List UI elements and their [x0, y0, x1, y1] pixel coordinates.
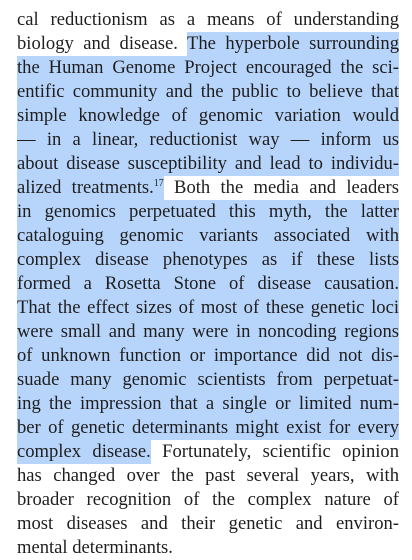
- highlighted-text-content: simple knowledge of genomic variation would: [17, 105, 399, 126]
- text-segment[interactable]: most diseases and their genetic and environ-: [17, 513, 399, 534]
- text-line[interactable]: [17, 296, 399, 320]
- highlighted-text[interactable]: [17, 176, 164, 200]
- text-line[interactable]: [17, 392, 399, 416]
- text-segment[interactable]: cal reductionism as a means of understanding: [17, 9, 399, 30]
- text-line[interactable]: [17, 536, 399, 560]
- text-line[interactable]: [17, 32, 399, 56]
- highlighted-text[interactable]: [17, 248, 399, 272]
- highlighted-text-content: in genomics perpetuated this myth, the latter: [17, 201, 399, 222]
- text-line[interactable]: [17, 344, 399, 368]
- text-line[interactable]: [17, 56, 399, 80]
- highlighted-text[interactable]: [17, 320, 399, 344]
- highlighted-text-content: The hyperbole surrounding: [187, 33, 399, 54]
- text-segment[interactable]: broader recognition of the complex nature of: [17, 489, 399, 510]
- highlighted-text-content: formed a Rosetta Stone of disease causation.: [17, 273, 399, 294]
- highlighted-text-content: entific community and the public to believe that: [17, 81, 399, 102]
- highlighted-text-content: about disease susceptibility and lead to individu-: [17, 153, 399, 174]
- next-line-clipped: [17, 528, 399, 538]
- text-line[interactable]: [17, 488, 399, 512]
- highlighted-text[interactable]: [17, 440, 151, 464]
- text-segment[interactable]: mental determinants.: [17, 537, 173, 558]
- highlighted-text[interactable]: [187, 32, 399, 56]
- footnote-reference[interactable]: 17: [153, 178, 164, 189]
- text-line[interactable]: [17, 8, 399, 32]
- text-segment[interactable]: has changed over the past several years, with: [17, 465, 399, 486]
- text-line[interactable]: [17, 104, 399, 128]
- highlighted-text[interactable]: [17, 296, 399, 320]
- text-line[interactable]: [17, 248, 399, 272]
- highlighted-text-content: alized treatments.: [17, 177, 154, 198]
- highlighted-text-content: That the effect sizes of most of these genetic loci: [17, 297, 399, 318]
- highlighted-text[interactable]: [17, 56, 399, 80]
- text-line[interactable]: [17, 320, 399, 344]
- highlighted-text[interactable]: [17, 152, 399, 176]
- highlighted-text-content: the Human Genome Project encouraged the sci-: [17, 57, 399, 78]
- highlighted-text-content: suade many genomic scientists from perpetuat-: [17, 369, 399, 390]
- highlighted-text-content: were small and many were in noncoding regions: [17, 321, 399, 342]
- highlighted-text[interactable]: [17, 272, 399, 296]
- text-line[interactable]: [17, 368, 399, 392]
- highlighted-text-content: complex disease phenotypes as if these lists: [17, 249, 399, 270]
- highlighted-text-content: — in a linear, reductionist way — inform us: [17, 129, 399, 150]
- text-line[interactable]: [17, 272, 399, 296]
- text-line[interactable]: [17, 128, 399, 152]
- highlighted-text[interactable]: [17, 416, 399, 440]
- highlighted-text[interactable]: [17, 80, 399, 104]
- highlighted-text[interactable]: [17, 344, 399, 368]
- highlighted-text-content: ing the impression that a single or limited num-: [17, 393, 399, 414]
- highlighted-text[interactable]: [17, 104, 399, 128]
- highlighted-text-content: cataloguing genomic variants associated with: [17, 225, 399, 246]
- highlighted-text-content: of unknown function or importance did not dis-: [17, 345, 399, 366]
- highlighted-text[interactable]: [17, 368, 399, 392]
- text-line[interactable]: [17, 464, 399, 488]
- highlighted-text[interactable]: [17, 200, 399, 224]
- text-segment[interactable]: Fortunately, scientific opinion: [150, 441, 400, 462]
- highlighted-text[interactable]: [17, 128, 399, 152]
- text-line[interactable]: [17, 176, 399, 200]
- text-segment[interactable]: biology and disease.: [17, 33, 187, 54]
- text-line[interactable]: [17, 152, 399, 176]
- text-segment[interactable]: Both the media and leaders: [163, 177, 399, 198]
- highlighted-text-content: complex disease.: [17, 441, 151, 462]
- text-line[interactable]: [17, 200, 399, 224]
- highlighted-text[interactable]: [17, 224, 399, 248]
- highlighted-text-content: ber of genetic determinants might exist for every: [17, 417, 399, 438]
- highlighted-text[interactable]: [17, 392, 399, 416]
- text-line[interactable]: [17, 416, 399, 440]
- text-line[interactable]: [17, 224, 399, 248]
- text-line[interactable]: [17, 440, 399, 464]
- text-line[interactable]: [17, 80, 399, 104]
